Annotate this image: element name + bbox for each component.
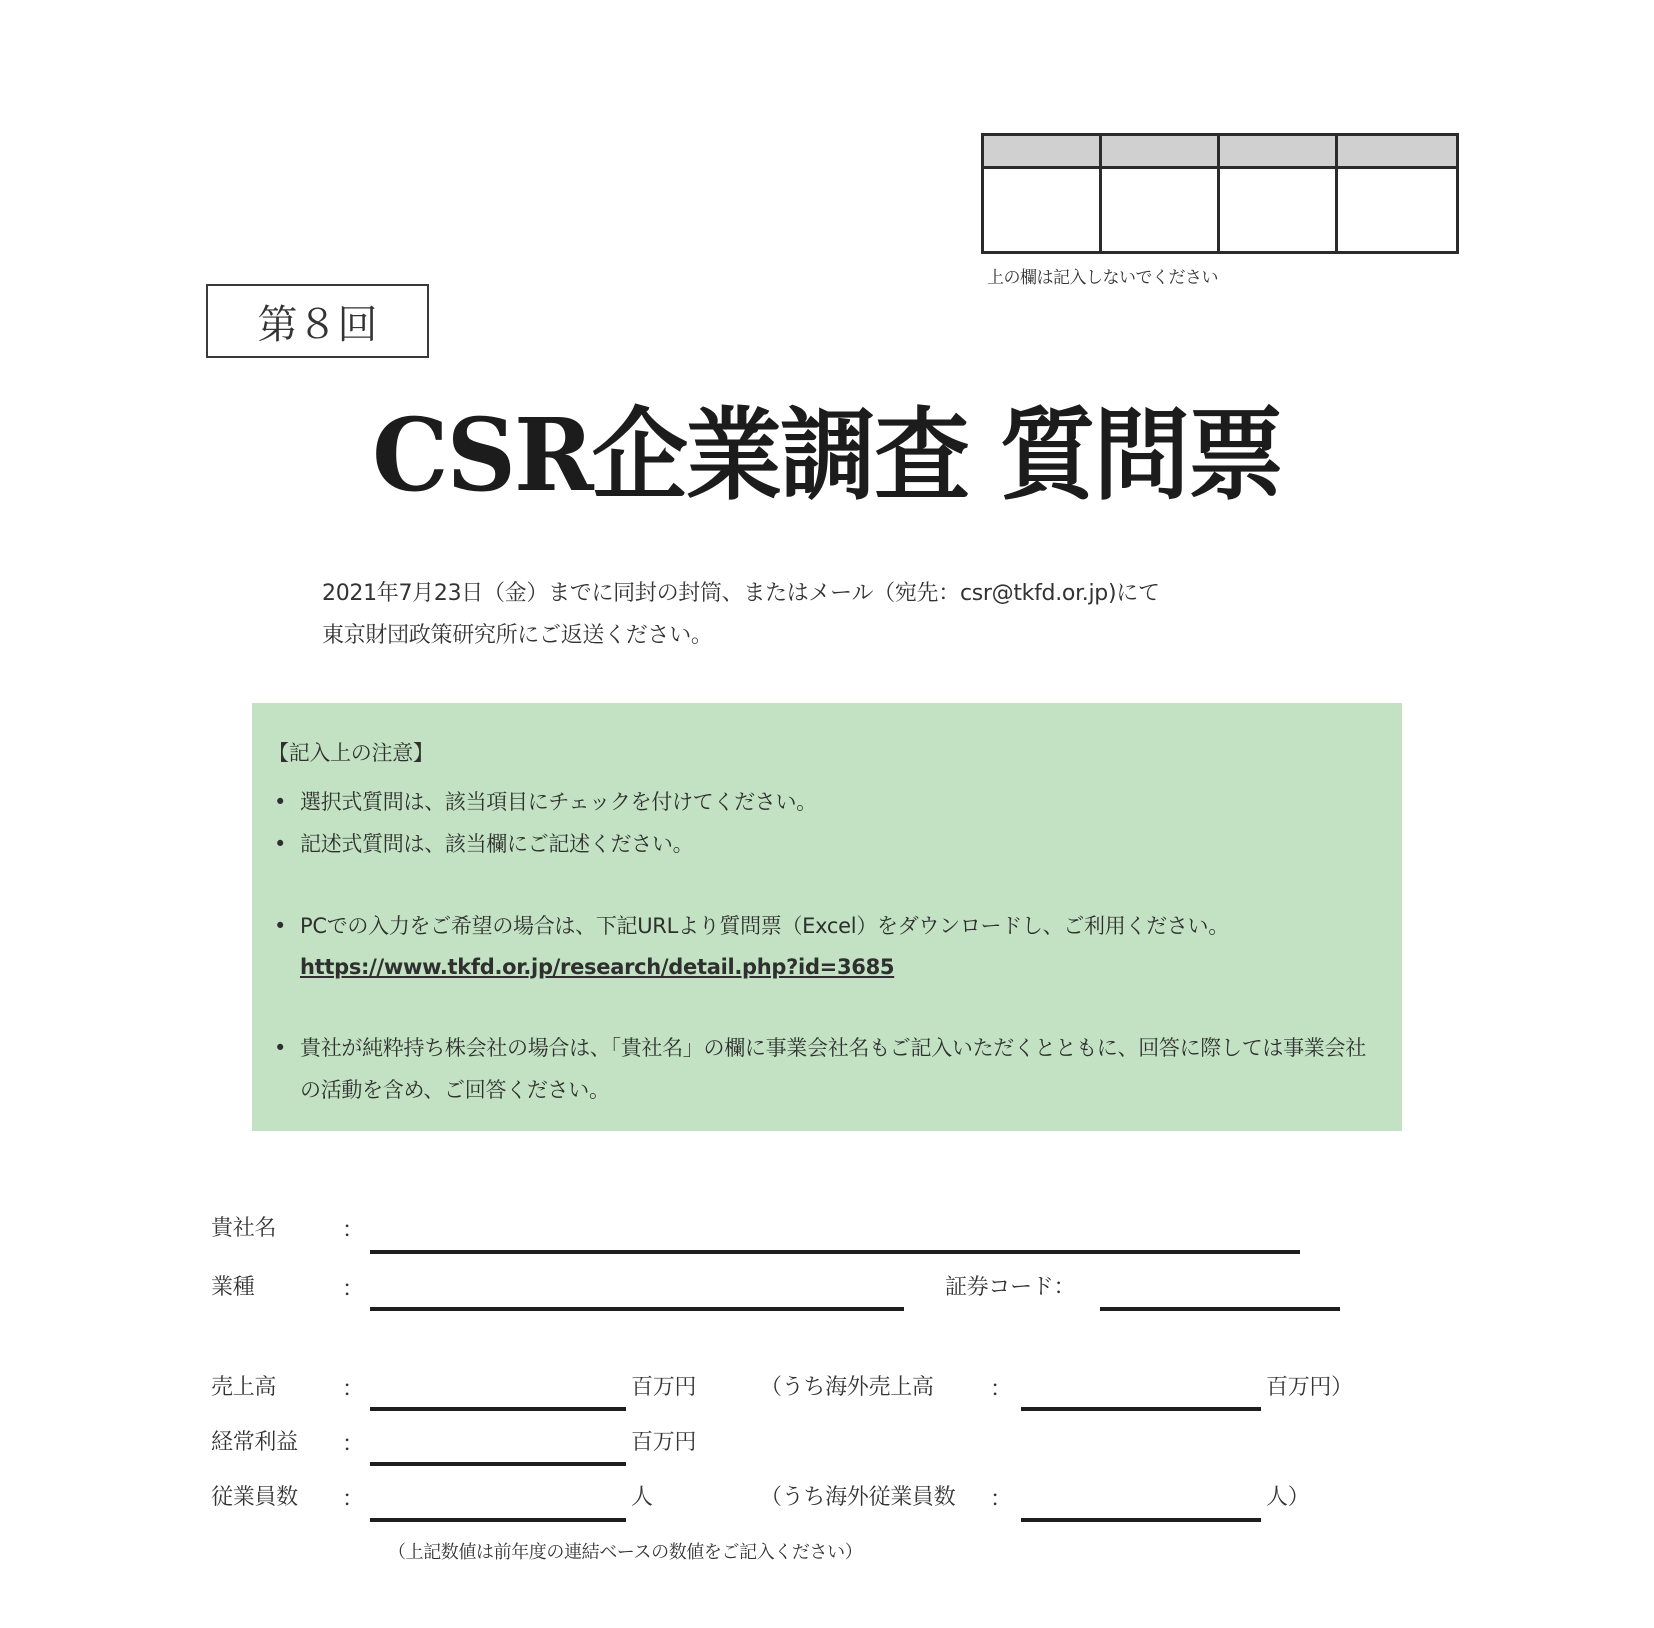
office-use-cell: [1102, 169, 1220, 251]
company-name-field[interactable]: [370, 1250, 1300, 1254]
notes-item-text: 貴社が純粋持ち株会社の場合は、「貴社名」の欄に事業会社名もご記入いただくとともに、回答に際しては事業会社の活動を含め、ご回答ください。: [300, 1036, 1366, 1102]
colon: ：: [342, 1218, 364, 1243]
securities-code-label: 証券コード：: [945, 1275, 1076, 1300]
office-use-cell: [1338, 169, 1456, 251]
ordinary-profit-field[interactable]: [370, 1462, 626, 1466]
download-link[interactable]: https://www.tkfd.or.jp/research/detail.php?id=3685: [300, 955, 895, 979]
office-use-header-cell: [1338, 136, 1456, 169]
office-use-box: [981, 133, 1459, 254]
securities-code-field[interactable]: [1100, 1307, 1340, 1311]
sales-field[interactable]: [370, 1407, 626, 1411]
notes-item: [268, 905, 1382, 987]
office-use-header-cell: [984, 136, 1102, 169]
overseas-sales-field[interactable]: [1021, 1407, 1261, 1411]
employees-field[interactable]: [370, 1518, 626, 1522]
office-use-header-cell: [1220, 136, 1338, 169]
figures-footnote: （上記数値は前年度の連結ベースの数値をご記入ください）: [388, 1542, 863, 1563]
notes-item-text: PCでの入力をご希望の場合は、下記URLより質問票（Excel）をダウンロードし、ご利用ください。: [300, 914, 1229, 938]
company-name-label: 貴社名: [211, 1216, 277, 1241]
notes-item-text: 選択式質問は、該当項目にチェックを付けてください。: [300, 790, 817, 814]
colon: ：: [342, 1377, 364, 1402]
colon: ：: [342, 1277, 364, 1302]
bullet-icon: •: [274, 914, 287, 938]
colon: ：: [342, 1432, 364, 1457]
bullet-icon: •: [274, 832, 287, 856]
overseas-sales-label: （うち海外売上高: [760, 1375, 934, 1400]
bullet-icon: •: [274, 1036, 287, 1060]
office-use-cell: [1220, 169, 1338, 251]
overseas-employees-field[interactable]: [1021, 1518, 1261, 1522]
notes-box: [252, 703, 1402, 1131]
employees-label: 従業員数: [211, 1485, 298, 1510]
industry-label: 業種: [211, 1275, 255, 1300]
notes-item: [268, 781, 1382, 823]
office-use-cell: [984, 169, 1102, 251]
employees-unit: 人: [631, 1485, 653, 1510]
industry-field[interactable]: [370, 1307, 904, 1311]
page-title: CSR企業調査 質問票: [372, 396, 1282, 514]
colon: ：: [342, 1487, 364, 1512]
sales-unit: 百万円: [631, 1375, 697, 1400]
notes-item: [268, 1027, 1382, 1111]
overseas-employees-unit: 人）: [1266, 1485, 1310, 1510]
office-use-note: 上の欄は記入しないでください: [987, 268, 1218, 288]
notes-heading: 【記入上の注意】: [268, 741, 434, 765]
ordinary-profit-label: 経常利益: [211, 1430, 298, 1455]
office-use-header-cell: [1102, 136, 1220, 169]
bullet-icon: •: [274, 790, 287, 814]
ordinary-profit-unit: 百万円: [631, 1430, 697, 1455]
colon: ：: [990, 1487, 1012, 1512]
overseas-employees-label: （うち海外従業員数: [760, 1485, 956, 1510]
instructions-line-2: 東京財団政策研究所にご返送ください。: [322, 623, 713, 648]
colon: ：: [990, 1377, 1012, 1402]
instructions-line-1: 2021年7月23日（金）までに同封の封筒、またはメール（宛先：csr@tkfd.or.jp)にて: [322, 581, 1160, 606]
overseas-sales-unit: 百万円）: [1266, 1375, 1353, 1400]
survey-round-label: 第８回: [206, 284, 429, 358]
sales-label: 売上高: [211, 1375, 277, 1400]
notes-item: [268, 823, 1382, 865]
notes-item-text: 記述式質問は、該当欄にご記述ください。: [300, 832, 694, 856]
